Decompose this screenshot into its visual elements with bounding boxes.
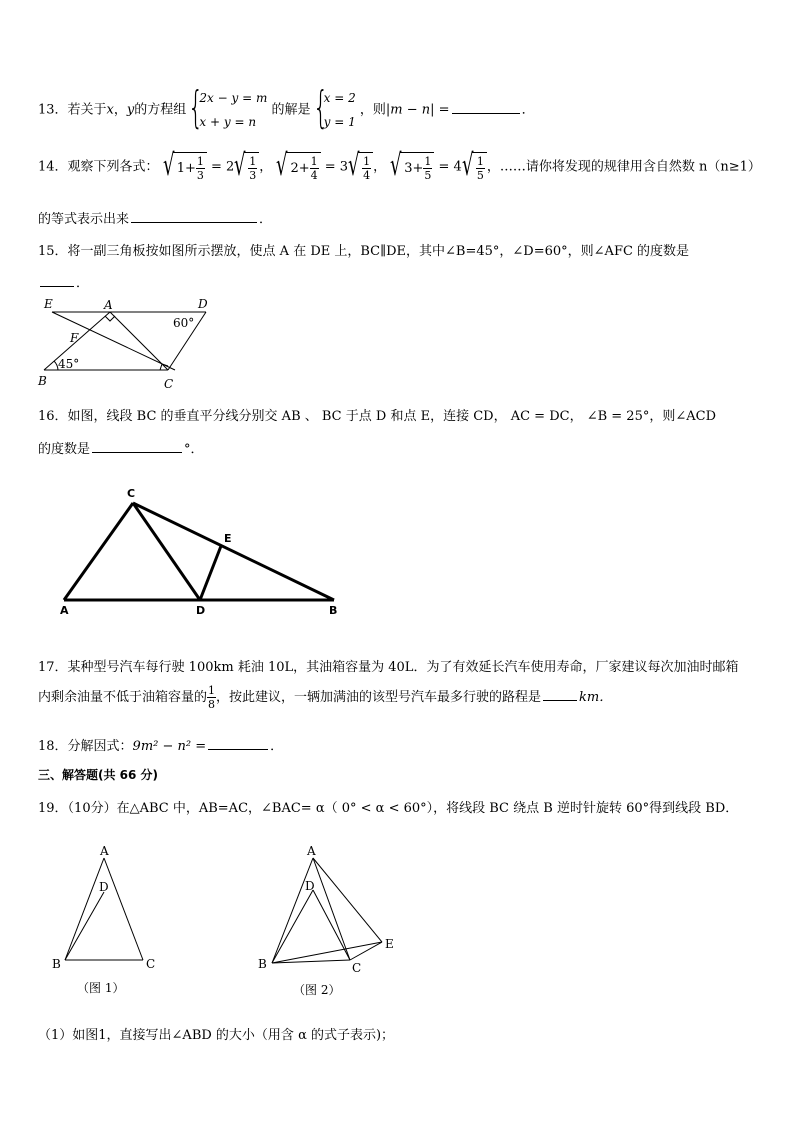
label-B: B — [258, 957, 267, 971]
fraction-1-8: $\frac{1}{8}$ — [208, 684, 216, 711]
segment-CB — [133, 503, 334, 600]
question-14: 14．观察下列各式： √ 1+ $\frac{1}{3}$ = 2 √ $\frac{1}{3}$ ， √ 2+ $\frac{1}{4}$ = 3 √ $\frac{1}{4}$ ， √ 3+ $\frac{1}{5}$ = 4 √ $\frac{1}{5}$ ，……请你将发现的规律用含自然数 n（n≥1） — [38, 148, 761, 183]
question-19: 19．（10分）在△ABC 中，AB=AC，∠BAC= α（ 0° < α < 60°），将线段 BC 绕点 B 逆时针旋转 60°得到线段 BD． — [38, 801, 739, 816]
question-18: 18．分解因式：9m² − n² = ． — [38, 739, 284, 754]
segment-AC — [64, 503, 133, 600]
radical-2: √ 2+ $\frac{1}{4}$ — [276, 152, 320, 182]
segment-BD — [65, 892, 104, 960]
question-17-line2: 内剩余油量不低于油箱容量的 $\frac{1}{8}$ ，按此建议，一辆加满油的该型号汽车最多行驶的路程是 km． — [38, 684, 613, 711]
label-B: B — [38, 374, 47, 388]
figure-q16 — [64, 503, 334, 600]
segment-AC — [313, 858, 350, 960]
segment-AC — [110, 312, 168, 370]
label-A: A — [60, 604, 69, 617]
label-A: A — [100, 844, 109, 858]
radical-2b: √ $\frac{1}{4}$ — [348, 152, 373, 182]
answer-blank-18[interactable] — [208, 737, 268, 750]
figure-q19-2 — [272, 858, 382, 963]
figure-q19-1 — [65, 858, 143, 960]
label-E: E — [44, 297, 53, 311]
segment-AB — [65, 858, 104, 960]
label-D: D — [198, 297, 208, 311]
label-D: D — [196, 604, 206, 617]
segment-AC — [104, 858, 143, 960]
label-F: F — [70, 331, 79, 345]
radical-3: √ 3+ $\frac{1}{5}$ — [390, 152, 434, 182]
label-C: C — [127, 487, 136, 500]
label-C: C — [164, 377, 174, 391]
right-angle-A — [105, 316, 115, 321]
caption-fig2: （图 2） — [293, 983, 341, 997]
segment-AB — [272, 858, 313, 963]
label-A: A — [104, 298, 113, 312]
caption-fig1: （图 1） — [77, 981, 125, 995]
radical-3b: √ $\frac{1}{5}$ — [462, 152, 487, 182]
segment-DC — [313, 890, 350, 960]
figure-q19-2-labels — [258, 844, 394, 997]
label-E: E — [385, 937, 394, 951]
figure-q19-1-labels — [52, 844, 155, 995]
question-16: 16．如图，线段 BC 的垂直平分线分别交 AB 、 BC 于点 D 和点 E，连接 CD， AC = DC， ∠B = 25°，则∠ACD — [38, 409, 716, 424]
section-heading: 三、解答题(共 66 分) — [38, 768, 159, 782]
equation-system: { 2x − y = m x + y = n — [190, 86, 267, 134]
segment-DE — [200, 546, 221, 600]
label-45: 45° — [58, 357, 80, 371]
question-17: 17．某种型号汽车每行驶 100km 耗油 10L，其油箱容量为 40L．为了有效延长汽车使用寿命，厂家建议每次加油时邮箱 — [38, 660, 739, 675]
label-D: D — [99, 880, 109, 894]
question-13: 13．若关于x，y的方程组 { 2x − y = m x + y = n 的解是 { x = 2 y = 1 ，则|m − n| = ． — [38, 86, 535, 134]
question-16-line2: 的度数是 °． — [38, 442, 204, 457]
label-60: 60° — [173, 316, 195, 330]
question-14-line2: 的等式表示出来 ． — [38, 212, 273, 227]
question-15: 15．将一副三角板按如图所示摆放，使点 A 在 DE 上，BC∥DE，其中∠B=45°，∠D=60°，则∠AFC 的度数是 — [38, 244, 690, 259]
radical-1b: √ $\frac{1}{3}$ — [234, 152, 259, 182]
radical-1: √ 1+ $\frac{1}{3}$ — [163, 152, 207, 182]
segment-BD — [272, 890, 313, 963]
label-E: E — [224, 532, 232, 545]
answer-blank-17[interactable] — [543, 688, 577, 701]
question-19-sub1: （1）如图1，直接写出∠ABD 的大小（用含 α 的式子表示)； — [38, 1028, 395, 1043]
label-A: A — [307, 844, 316, 858]
solution-system: { x = 2 y = 1 — [315, 86, 356, 134]
label-B: B — [329, 604, 338, 617]
segment-BE — [272, 942, 382, 963]
question-15-line2: ． — [38, 272, 89, 291]
label-C: C — [352, 961, 362, 975]
label-C: C — [146, 957, 156, 971]
segment-AE — [313, 858, 382, 942]
figure-q15-labels — [37, 297, 208, 391]
answer-blank-16[interactable] — [92, 440, 182, 453]
label-D: D — [305, 879, 315, 893]
label-B: B — [52, 957, 61, 971]
